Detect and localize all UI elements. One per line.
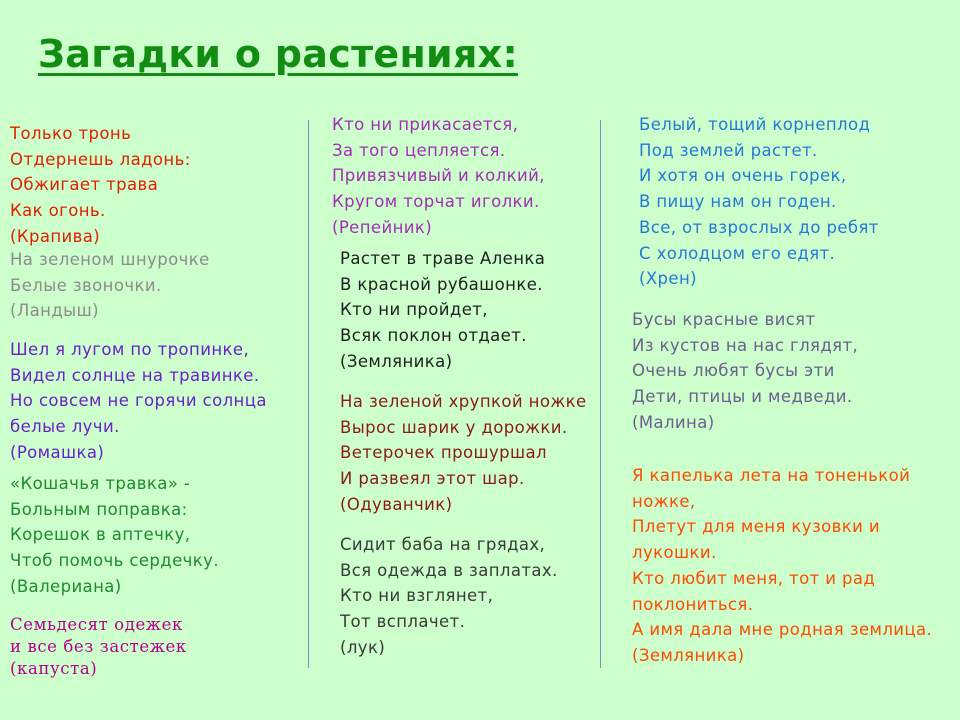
riddle-line: белые лучи. (10, 417, 120, 437)
riddle-wild-strawberry (340, 246, 545, 375)
riddle-chamomile (10, 337, 267, 466)
riddle-answer: (Крапива) (10, 226, 101, 246)
riddle-line: Кто ни пройдет, (340, 300, 488, 320)
riddle-line: И хотя он очень горек, (639, 166, 847, 186)
riddle-line: Растет в траве Аленка (340, 249, 546, 268)
riddle-line: Сидит баба на грядах, (340, 535, 546, 554)
riddle-line: Видел солнце на травинке. (10, 365, 260, 385)
riddle-lily-of-valley (10, 247, 210, 324)
riddle-line: Кто ни прикасается, (332, 115, 519, 134)
riddle-line: Белые звоночки. (10, 275, 162, 295)
riddle-line: На зеленом шнурочке (10, 250, 210, 269)
riddle-line: Из кустов на нас глядят, (632, 335, 859, 355)
riddle-line: Дети, птицы и медведи. (632, 387, 853, 407)
riddle-answer: (Хрен) (639, 269, 697, 289)
riddle-raspberry (632, 307, 858, 436)
riddle-line: Чтоб помочь сердечку. (10, 551, 219, 571)
riddle-line: За того цепляется. (332, 140, 506, 160)
riddle-line: лукошки. (632, 543, 717, 563)
riddle-line: поклониться. (632, 594, 754, 614)
riddle-line: Обжигает трава (10, 175, 159, 195)
riddle-dandelion (340, 389, 587, 518)
riddle-line: Плетут для меня кузовки и (632, 517, 881, 537)
riddle-line: А имя дала мне родная землица. (632, 620, 933, 640)
riddle-cabbage (10, 614, 187, 680)
riddle-line: Вся одежда в заплатах. (340, 560, 558, 580)
riddle-line: Все, от взрослых до ребят (639, 217, 879, 237)
riddle-line: Белый, тощий корнеплод (639, 115, 871, 134)
riddle-answer: (Ландыш) (10, 301, 99, 321)
riddle-line: Бусы красные висят (632, 310, 816, 329)
riddle-answer: (Ромашка) (10, 442, 105, 462)
riddle-line: Кругом торчат иголки. (332, 192, 540, 212)
riddle-line: Очень любят бусы эти (632, 361, 835, 381)
page-title: Загадки о растениях: (38, 32, 518, 76)
riddle-line: Кто любит меня, тот и рад (632, 568, 876, 588)
riddle-line: Как огонь. (10, 201, 106, 221)
riddle-line: В пищу нам он годен. (639, 192, 837, 212)
riddle-answer: (Малина) (632, 412, 715, 432)
riddle-line: Семьдесят одежек (10, 615, 183, 634)
riddle-line: С холодцом его едят. (639, 243, 836, 263)
riddle-line: «Кошачья травка» - (10, 474, 191, 493)
riddle-line: Всяк поклон отдает. (340, 326, 527, 346)
riddle-answer: (лук) (340, 637, 386, 657)
column-divider-right (600, 120, 601, 668)
riddle-onion (340, 532, 558, 661)
riddle-nettle (10, 121, 191, 250)
riddle-line: Я капелька лета на тоненькой (632, 466, 911, 485)
riddle-line: В красной рубашонке. (340, 274, 543, 294)
riddle-line: и все без застежек (10, 637, 187, 656)
riddle-valerian (10, 471, 219, 600)
riddle-line: И развеял этот шар. (340, 469, 525, 489)
riddle-answer: (Репейник) (332, 217, 433, 237)
riddle-line: Только тронь (10, 124, 132, 143)
riddle-answer: (Земляника) (340, 351, 453, 371)
riddle-line: Отдернешь ладонь: (10, 149, 191, 169)
riddle-strawberry-summer (632, 463, 932, 669)
riddle-line: Больным поправка: (10, 499, 188, 519)
riddle-line: На зеленой хрупкой ножке (340, 392, 587, 411)
riddle-answer: (Валериана) (10, 576, 122, 596)
riddle-horseradish (639, 112, 879, 292)
riddle-answer: (капуста) (10, 659, 98, 678)
column-divider-left (308, 120, 309, 668)
riddle-answer: (Одуванчик) (340, 494, 453, 514)
riddle-line: Но совсем не горячи солнца (10, 391, 267, 411)
riddle-line: Под землей растет. (639, 140, 818, 160)
riddle-line: Корешок в аптечку, (10, 525, 191, 545)
riddle-burdock (332, 112, 545, 241)
riddle-line: ножке, (632, 491, 696, 511)
riddle-line: Вырос шарик у дорожки. (340, 417, 568, 437)
riddle-line: Шел я лугом по тропинке, (10, 340, 250, 359)
riddle-line: Тот всплачет. (340, 612, 466, 632)
riddle-line: Ветерочек прошуршал (340, 443, 547, 463)
riddle-line: Привязчивый и колкий, (332, 166, 545, 186)
riddle-answer: (Земляника) (632, 645, 745, 665)
riddle-line: Кто ни взглянет, (340, 586, 494, 606)
